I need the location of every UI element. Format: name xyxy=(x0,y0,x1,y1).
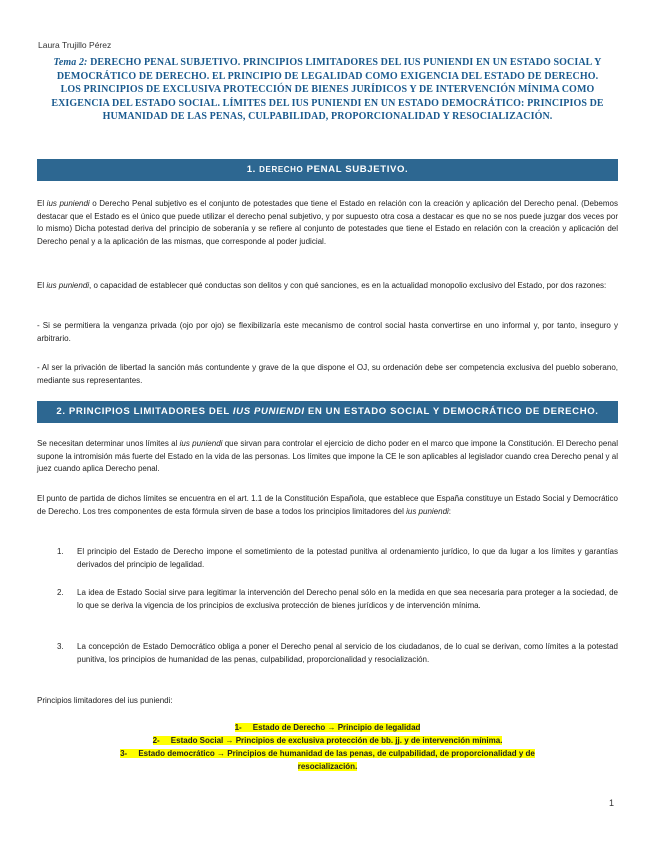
section-2-italic: IUS PUNIENDI xyxy=(232,406,305,417)
principios-heading: Principios limitadores del ius puniendi: xyxy=(37,696,173,705)
p1-italic: ius puniendi xyxy=(46,199,90,208)
paragraph-monopolio xyxy=(37,280,618,293)
p1-text-c: o Derecho Penal subjetivo es el conjunto de potestades que tiene el Estado en relación con la creación y aplicación del Derecho penal. (Debemos destacar que el Estado es el único que puede utilizar el derecho penal subjetivo, y por supuesto otra cosa a destacar es que no se nos puede juzgar dos veces por lo mismo) Dicha potestad deriva del principio de soberanía y se refiere al conjunto de potestades que tiene el Estado en relación con la creación y aplicación del Derecho penal y a la aplicación de las mismas, que corresponde al poder judicial. xyxy=(37,199,618,246)
p6-italic: ius puniendi xyxy=(406,506,449,516)
p2-text-c: , o capacidad de establecer qué conductas son delitos y con qué sanciones, es en la actualidad monopolio exclusivo del Estado, por dos razones: xyxy=(89,281,607,290)
author-name: Laura Trujillo Pérez xyxy=(38,40,112,50)
p6-text-a: El punto de partida de dichos límites se encuentra en el art. 1.1 de la Constitución Española, que establece que España constituye un Estado Social y Democrático de Derecho. Los tres componentes de esta fórmula sirven de base a todos los principios limitadores del xyxy=(37,494,618,516)
list-item-text: La idea de Estado Social sirve para legitimar la intervención del Derecho penal sólo en la medida en que sea necesaria para proteger a la sociedad, de lo que se deriva la vigencia de los principios de exclusiva protección de bienes jurídicos y de intervención mínima. xyxy=(77,588,618,610)
page-number: 1 xyxy=(609,798,615,808)
section-1-rest: PENAL SUBJETIVO. xyxy=(306,164,409,175)
highlight-text: 2- Estado Social → Principios de exclusiva protección de bb. jj. y de intervención mínima. xyxy=(152,736,503,745)
highlight-text: 3- Estado democrático → Principios de humanidad de las penas, de culpabilidad, de proporcionalidad y de xyxy=(120,749,535,758)
paragraph-venganza-privada: - Si se permitiera la venganza privada (ojo por ojo) se flexibilizaría este mecanismo de control social hasta convertirse en uno informal y, por tanto, inseguro y arbitrario. xyxy=(37,321,618,343)
list-item-number: 1. xyxy=(57,547,64,556)
p6-text-c: : xyxy=(448,506,452,516)
p2-text-a: El xyxy=(37,281,47,290)
section-1-small: DERECHO xyxy=(259,165,304,174)
paragraph-punto-partida xyxy=(37,493,618,518)
section-2-text-a: 2. PRINCIPIOS LIMITADORES DEL xyxy=(56,406,233,417)
highlight-line-4 xyxy=(37,761,618,774)
paragraph-privacion-libertad: - Al ser la privación de libertad la sanción más contundente y grave de la que dispone el OJ, su ordenación debe ser competencia exclusiva del pueblo soberano, mediante sus representantes. xyxy=(37,363,618,385)
highlight-line-3 xyxy=(37,748,618,761)
section-1-number: 1. xyxy=(246,164,256,175)
list-item-text: La concepción de Estado Democrático obliga a poner el Derecho penal al servicio de los ciudadanos, de lo cual se derivan, como límites a la potestad punitiva, los principios de humanidad de las penas, culpabilidad, proporcionalidad y resocialización. xyxy=(77,642,618,664)
p5-text-a: Se necesitan determinar unos límites al xyxy=(37,439,180,448)
title-text: DERECHO PENAL SUBJETIVO. PRINCIPIOS LIMITADORES DEL IUS PUNIENDI EN UN ESTADO SOCIAL Y DEMOCRÁTICO DE DERECHO. EL PRINCIPIO DE LEGALIDAD COMO EXIGENCIA DEL ESTADO DE DERECHO. LOS PRINCIPIOS DE EXCLUSIVA PROTECCIÓN DE BIENES JURÍDICOS Y DE INTERVENCIÓN MÍNIMA COMO EXIGENCIA DEL ESTADO SOCIAL. LÍMITES DEL IUS PUNIENDI EN UN ESTADO DEMOCRÁTICO: PRINCIPIOS DE HUMANIDAD DE LAS PENAS, CULPABILIDAD, PROPORCIONALIDAD Y RESOCIALIZACIÓN. xyxy=(51,57,604,123)
list-item xyxy=(57,546,618,571)
p1-text-a: El xyxy=(37,199,47,208)
document-title xyxy=(50,56,605,124)
section-2-text-c: EN UN ESTADO SOCIAL Y DEMOCRÁTICO DE DERECHO. xyxy=(304,406,599,417)
highlight-text: resocialización. xyxy=(297,762,358,771)
list-item xyxy=(57,641,618,666)
highlight-text: 1- Estado de Derecho → Principio de legalidad xyxy=(234,723,421,732)
list-item-number: 2. xyxy=(57,588,64,597)
paragraph-limites xyxy=(37,438,618,476)
title-tema: Tema 2: xyxy=(53,57,88,68)
p5-italic: ius puniendi xyxy=(179,439,223,448)
highlight-line-1 xyxy=(37,722,618,735)
p2-italic: ius puniendi xyxy=(46,281,90,290)
list-item-number: 3. xyxy=(57,642,64,651)
list-item-text: El principio del Estado de Derecho impone el sometimiento de la potestad punitiva al ordenamiento jurídico, lo que da lugar a los límites y garantías derivados del principio de legalidad. xyxy=(77,547,618,569)
section-heading-1 xyxy=(37,159,618,181)
paragraph-ius-puniendi-definition xyxy=(37,198,618,248)
section-heading-2 xyxy=(37,401,618,423)
p5-text-c: que sirvan para controlar el ejercicio de dicho poder en el marco que impone la Constitución. El Derecho penal supone la intromisión más fuerte del Estado en la vida de las personas. Los límites que impone la CE le son aplicables al legislador cuando crea Derecho penal y al juez cuando aplica Derecho penal. xyxy=(37,439,618,474)
highlight-line-2 xyxy=(37,735,618,748)
list-item xyxy=(57,587,618,612)
